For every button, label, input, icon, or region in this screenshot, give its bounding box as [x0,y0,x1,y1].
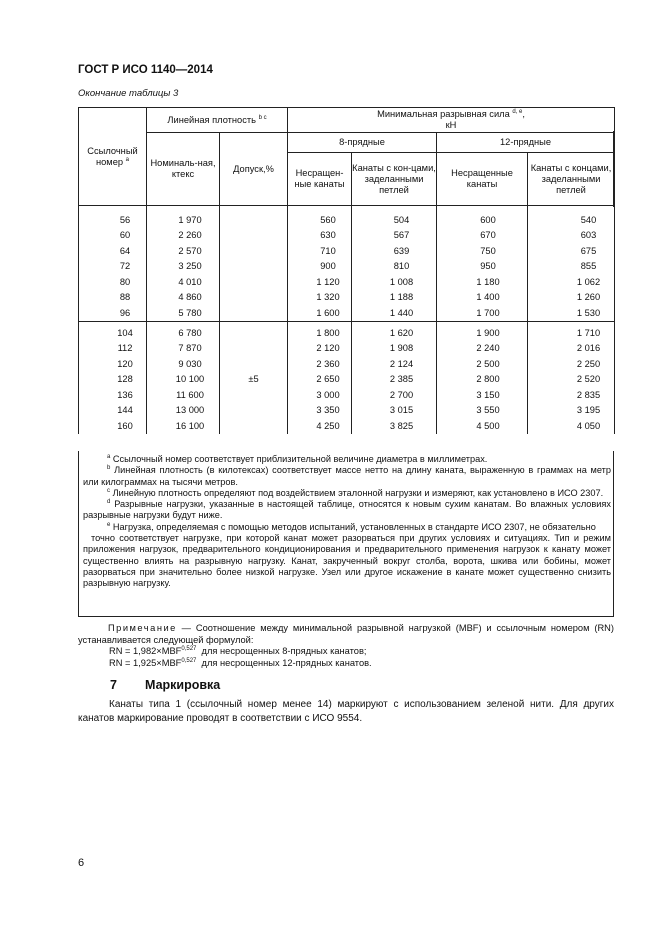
header-8-spliced: Канаты с кон-цами, заделанными петлей [352,153,437,206]
table-group-1 [79,212,615,321]
cell-ref-number: 80 [79,274,147,290]
cell-12-spliced: 540 [528,212,615,228]
cell-ref-number: 120 [79,356,147,372]
cell-8-unspliced: 3 000 [288,387,352,403]
cell-12-unspliced: 3 550 [437,403,528,419]
cell-8-spliced: 810 [352,259,437,275]
cell-8-unspliced: 560 [288,212,352,228]
table-row [79,403,615,419]
cell-ref-number: 144 [79,403,147,419]
cell-12-unspliced: 1 180 [437,274,528,290]
header-12-strand: 12-прядные [437,133,615,153]
cell-nominal-density: 4 010 [147,274,220,290]
cell-8-spliced: 504 [352,212,437,228]
table-row [79,290,615,306]
table-row [79,259,615,275]
table-row [79,356,615,372]
cell-8-unspliced: 1 120 [288,274,352,290]
footnote-d: $^d$ Разрывные нагрузки, указанные в настоящей таблице, относятся к новым сухим канатам. Во влажных условиях разрывные нагрузки будут ниже. [83,499,611,521]
cell-12-unspliced: 600 [437,212,528,228]
cell-12-spliced: 1 062 [528,274,615,290]
document-header: ГОСТ Р ИСО 1140—2014 [78,64,213,76]
cell-8-spliced: 3 015 [352,403,437,419]
cell-8-unspliced: 1 800 [288,321,352,341]
cell-8-unspliced: 2 360 [288,356,352,372]
cell-ref-number: 104 [79,321,147,341]
cell-tolerance [220,259,288,275]
footnote-c: $^c$ Линейную плотность определяют под воздействием эталонной нагрузки и измеряют, как установлено в ИСО 2307. [107,487,604,498]
cell-tolerance [220,243,288,259]
cell-12-spliced: 2 520 [528,372,615,388]
cell-8-spliced: 1 188 [352,290,437,306]
table-row [79,305,615,321]
cell-nominal-density: 4 860 [147,290,220,306]
cell-nominal-density: 7 870 [147,341,220,357]
cell-8-unspliced: 900 [288,259,352,275]
cell-8-unspliced: 1 600 [288,305,352,321]
header-12-spliced: Канаты с концами, заделанными петлей [528,153,615,206]
cell-8-spliced: 1 440 [352,305,437,321]
cell-nominal-density: 9 030 [147,356,220,372]
header-8-strand: 8-прядные [288,133,437,153]
cell-nominal-density: 2 570 [147,243,220,259]
table-footnotes [78,451,614,617]
cell-tolerance [220,212,288,228]
cell-12-unspliced: 750 [437,243,528,259]
footnote-e: $^e$ Нагрузка, определяемая с помощью методов испытаний, установленных в стандарте ИСО 2307, не обязательно [107,521,596,532]
table-group-2 [79,321,615,434]
cell-ref-number: 160 [79,418,147,434]
cell-ref-number: 112 [79,341,147,357]
table-row [79,372,615,388]
cell-12-spliced: 603 [528,228,615,244]
cell-nominal-density: 2 260 [147,228,220,244]
cell-tolerance [220,305,288,321]
cell-12-spliced: 4 050 [528,418,615,434]
header-8-unspliced: Несращен-ные канаты [288,153,352,206]
cell-12-spliced: 2 835 [528,387,615,403]
table-row [79,321,615,341]
cell-tolerance [220,228,288,244]
cell-8-spliced: 1 620 [352,321,437,341]
cell-tolerance [220,274,288,290]
table-row [79,274,615,290]
footnote-a: $^а$ Ссылочный номер соответствует приблизительной величине диаметра в миллиметрах. [107,453,488,464]
cell-nominal-density: 1 970 [147,212,220,228]
formula-12-strand: RN = 1,925×MBF$^{0,527}$ для несрощенных 12-прядных канатов. [109,657,372,668]
cell-12-unspliced: 670 [437,228,528,244]
cell-12-unspliced: 2 500 [437,356,528,372]
cell-ref-number: 56 [79,212,147,228]
cell-ref-number: 136 [79,387,147,403]
note-formula: Примечание — Соотношение между минимальной разрывной нагрузкой (MBF) и ссылочным номером (RN) устанавливается следующей формулой: RN = 1,982×MBF$^{0,527}$ для несрощенных 8-прядных канатов; RN = 1,925×MBF$^{0,527}$ для несрощенных 12-прядных канатов. [78,623,614,668]
cell-12-unspliced: 950 [437,259,528,275]
cell-8-unspliced: 710 [288,243,352,259]
cell-12-unspliced: 2 240 [437,341,528,357]
cell-12-unspliced: 3 150 [437,387,528,403]
cell-8-unspliced: 3 350 [288,403,352,419]
cell-tolerance: ±5 [220,321,288,434]
cell-nominal-density: 5 780 [147,305,220,321]
cell-8-spliced: 2 700 [352,387,437,403]
cell-8-spliced: 567 [352,228,437,244]
table-edge-line [613,131,614,207]
cell-8-spliced: 3 825 [352,418,437,434]
cell-8-unspliced: 630 [288,228,352,244]
table-row [79,387,615,403]
cell-12-spliced: 1 530 [528,305,615,321]
cell-12-spliced: 1 260 [528,290,615,306]
cell-12-unspliced: 4 500 [437,418,528,434]
header-min-breaking-force: Минимальная разрывная сила $^{d, e}$, кН [288,108,615,133]
header-tolerance: Допуск,% [220,133,288,206]
cell-nominal-density: 10 100 [147,372,220,388]
cell-8-spliced: 2 385 [352,372,437,388]
section-body: Канаты типа 1 (ссылочный номер менее 14) маркируют с использованием зеленой нити. Для других канатов маркирование проводят в соответствии с ИСО 9554. [78,699,614,724]
header-nominal: Номиналь-ная, ктекс [147,133,220,206]
cell-12-spliced: 3 195 [528,403,615,419]
cell-12-spliced: 1 710 [528,321,615,341]
cell-8-unspliced: 2 650 [288,372,352,388]
section-heading: 7 Маркировка [110,678,221,692]
cell-8-unspliced: 1 320 [288,290,352,306]
cell-nominal-density: 16 100 [147,418,220,434]
cell-8-spliced: 1 908 [352,341,437,357]
cell-ref-number: 88 [79,290,147,306]
cell-8-spliced: 1 008 [352,274,437,290]
cell-8-spliced: 2 124 [352,356,437,372]
cell-ref-number: 128 [79,372,147,388]
header-linear-density: Линейная плотность $^{b c}$ [147,108,288,133]
header-ref-number: Ссылочный номер $^а$ [79,108,147,206]
formula-8-strand: RN = 1,982×MBF$^{0,527}$ для несрощенных 8-прядных канатов; [109,645,367,656]
cell-nominal-density: 13 000 [147,403,220,419]
cell-12-spliced: 2 250 [528,356,615,372]
cell-12-unspliced: 2 800 [437,372,528,388]
cell-12-spliced: 675 [528,243,615,259]
cell-12-unspliced: 1 700 [437,305,528,321]
cell-8-spliced: 639 [352,243,437,259]
cell-12-unspliced: 1 900 [437,321,528,341]
cell-8-unspliced: 4 250 [288,418,352,434]
cell-nominal-density: 3 250 [147,259,220,275]
table-row [79,243,615,259]
cell-ref-number: 72 [79,259,147,275]
cell-12-spliced: 855 [528,259,615,275]
footnote-e-continued: точно соответствует нагрузке, при которой канат может разорваться при других условиях и ситуациях. Тип и режим приложения нагрузок, предварительного кондиционирования и предварительного применения нагрузок к канату может существенно влиять на разрывную нагрузку. Канат, закрученный вокруг столба, ворота, шкива или бобины, может разорваться при значительно более низкой нагрузке. Узел или другое искажение в канате может существенно снизить разрывную нагрузку. [83,533,611,589]
table-row [79,212,615,228]
footnote-b: $^b$ Линейная плотность (в килотексах) соответствует массе нетто на длину каната, выраженную в граммах на метр или килограммах на тысячи метров. [83,465,611,487]
cell-8-unspliced: 2 120 [288,341,352,357]
page-number: 6 [78,857,85,869]
cell-ref-number: 60 [79,228,147,244]
table-caption: Окончание таблицы 3 [78,88,179,99]
table-row [79,228,615,244]
table-row [79,418,615,434]
cell-12-unspliced: 1 400 [437,290,528,306]
cell-ref-number: 96 [79,305,147,321]
rope-strength-table [78,107,615,434]
cell-nominal-density: 6 780 [147,321,220,341]
header-12-unspliced: Несращенные канаты [437,153,528,206]
cell-nominal-density: 11 600 [147,387,220,403]
table-row [79,341,615,357]
cell-tolerance [220,290,288,306]
cell-12-spliced: 2 016 [528,341,615,357]
cell-ref-number: 64 [79,243,147,259]
